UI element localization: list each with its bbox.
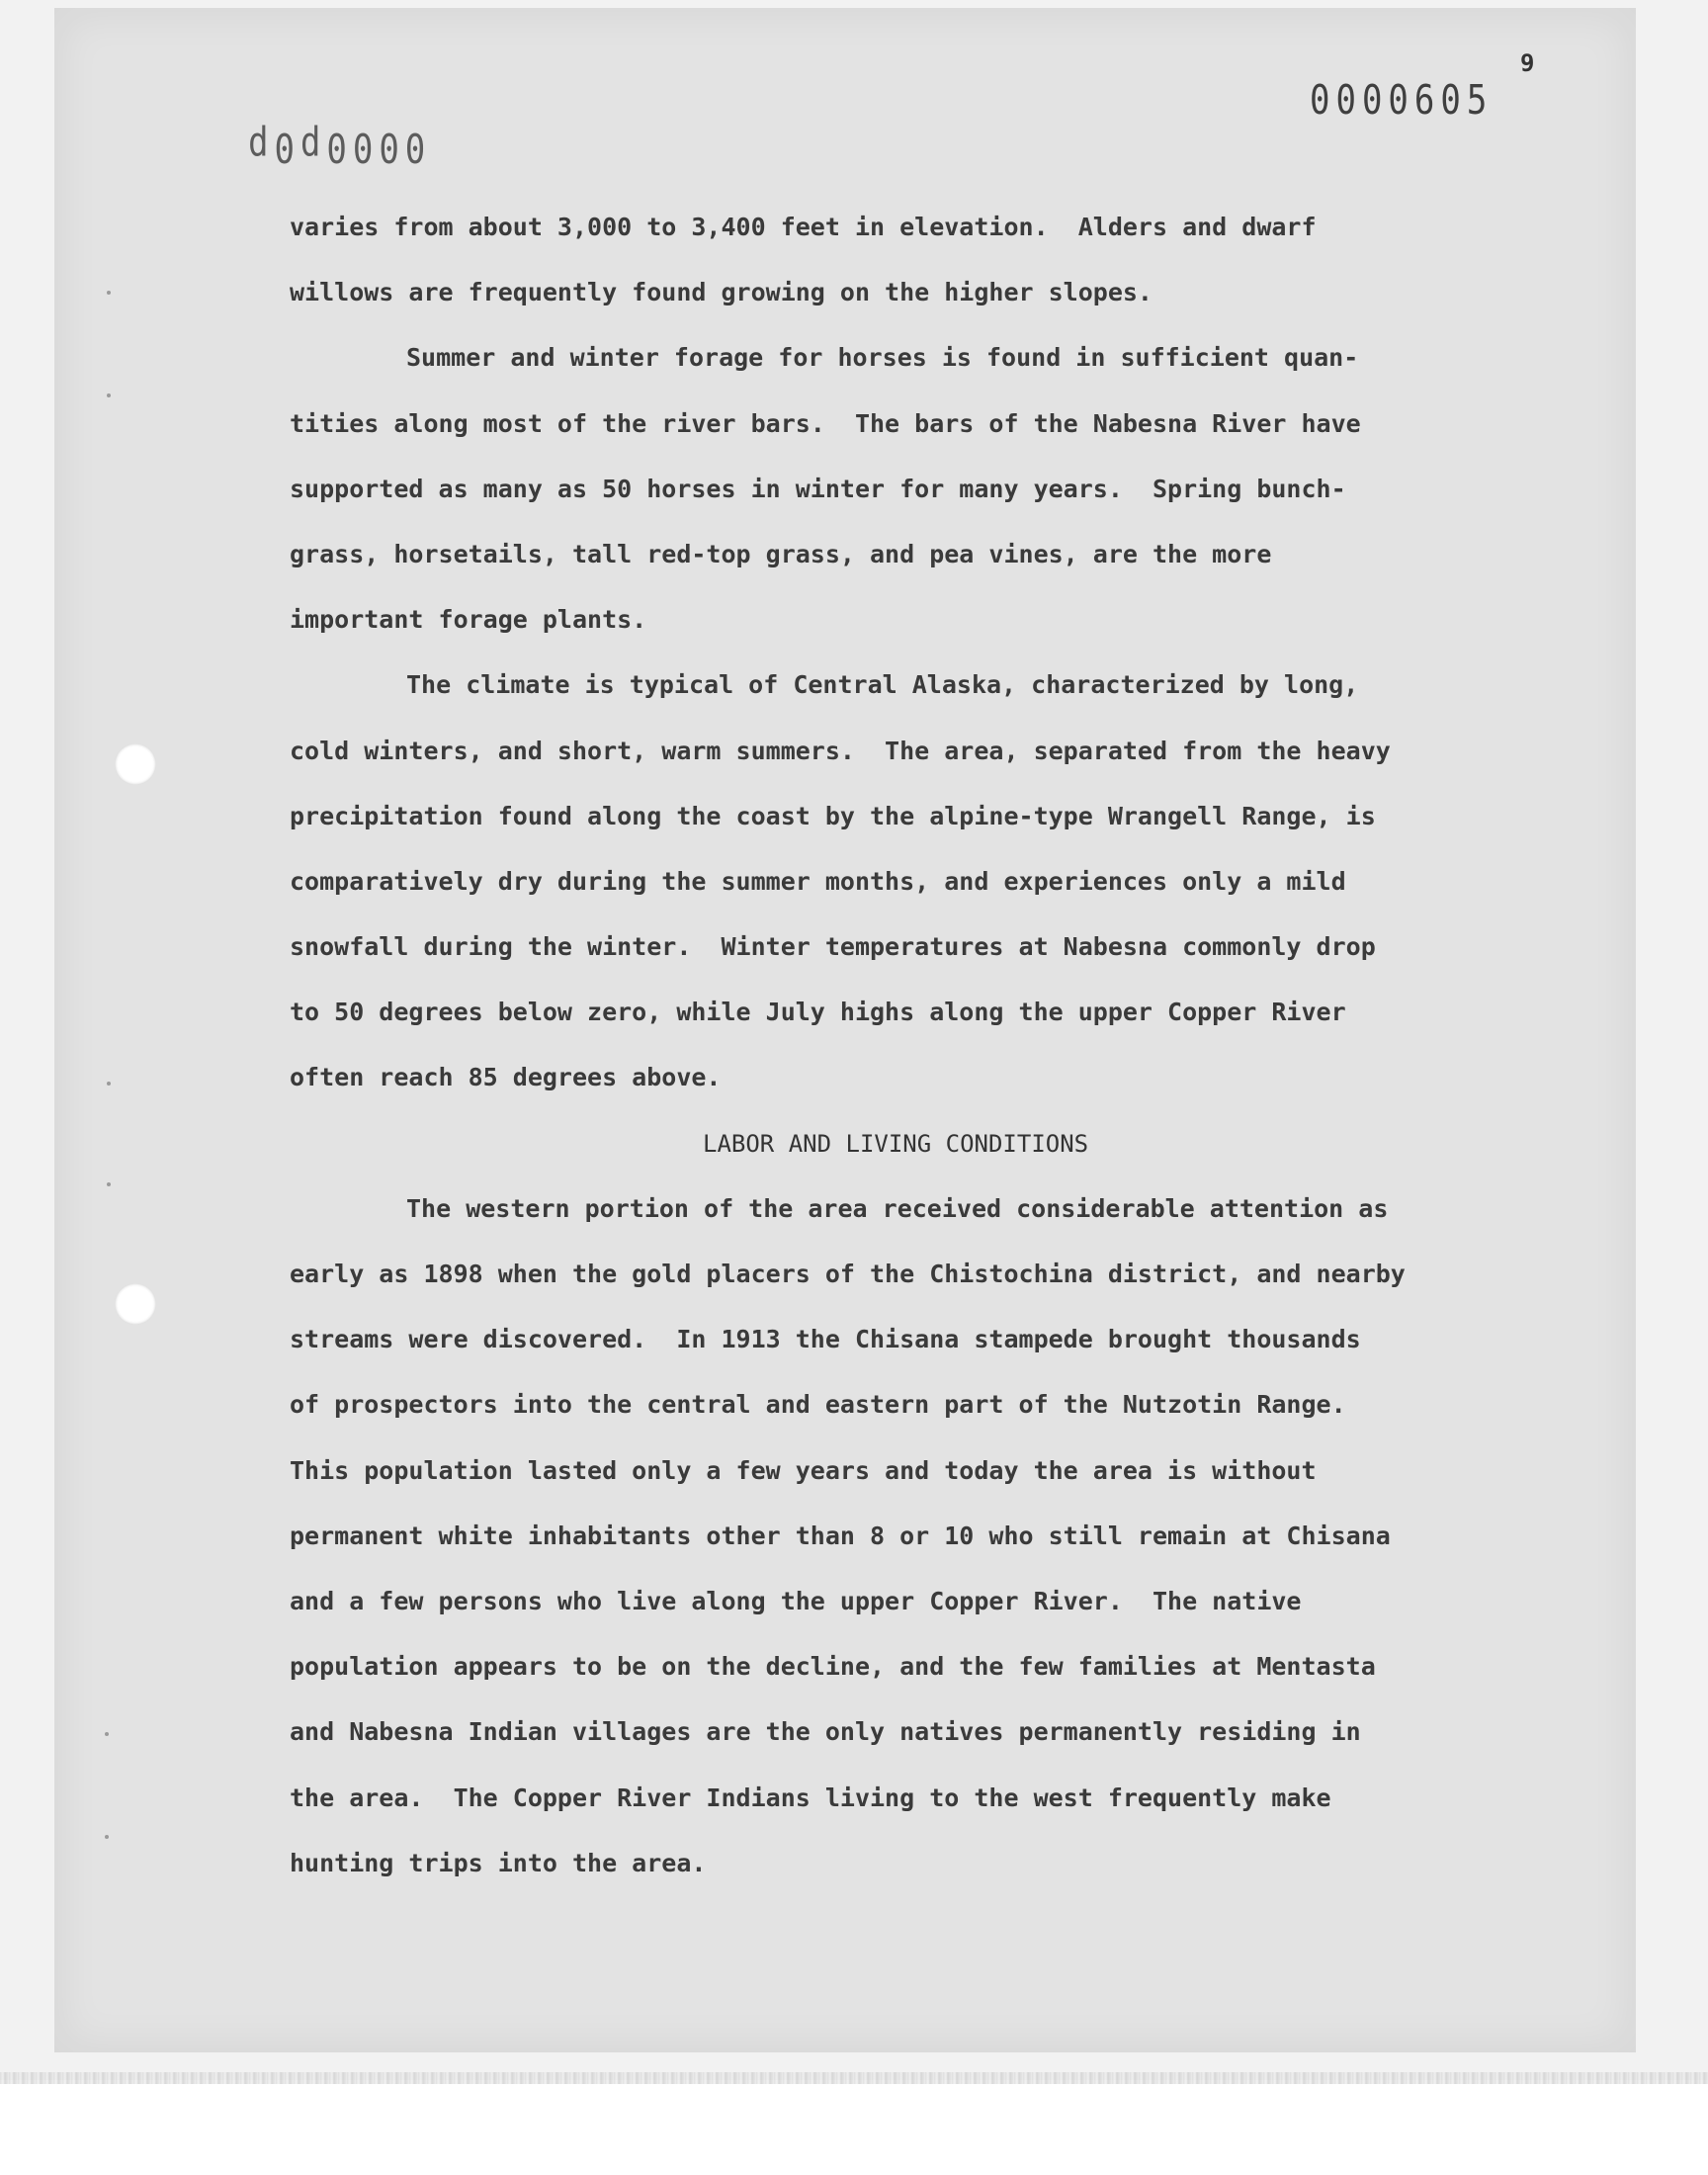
inverted-number-stamp: 0000p0p — [242, 123, 426, 170]
margin-mark — [107, 1182, 111, 1186]
typewritten-body — [290, 206, 1540, 1907]
text-line: often reach 85 degrees above. — [290, 1063, 722, 1092]
text-line: and a few persons who live along the upper Copper River. The native — [290, 1586, 1302, 1615]
text-line: The western portion of the area received considerable attention as — [406, 1193, 1389, 1223]
text-line: grass, horsetails, tall red-top grass, and pea vines, are the more — [290, 539, 1272, 568]
text-line: streams were discovered. In 1913 the Chisana stampede brought thousands — [290, 1325, 1361, 1354]
margin-mark — [105, 1732, 109, 1736]
text-line: willows are frequently found growing on the higher slopes. — [290, 278, 1153, 307]
text-line: hunting trips into the area. — [290, 1848, 707, 1877]
text-line: early as 1898 when the gold placers of the Chistochina district, and nearby — [290, 1260, 1406, 1288]
text-line: and Nabesna Indian villages are the only natives permanently residing in — [290, 1717, 1361, 1747]
text-line: cold winters, and short, warm summers. The area, separated from the heavy — [290, 736, 1391, 765]
document-number-stamp: 0000605 — [1310, 77, 1494, 125]
margin-mark — [107, 1082, 111, 1086]
text-line: snowfall during the winter. Winter temperatures at Nabesna commonly drop — [290, 932, 1376, 962]
text-line: tities along most of the river bars. The bars of the Nabesna River have — [290, 408, 1361, 438]
text-line: supported as many as 50 horses in winter for many years. Spring bunch- — [290, 474, 1346, 503]
scan-edge-strip — [0, 2072, 1708, 2084]
page-number: 9 — [1520, 49, 1535, 77]
text-line: permanent white inhabitants other than 8 or 10 who still remain at Chisana — [290, 1521, 1391, 1550]
punch-hole-lower — [115, 1283, 156, 1325]
text-line: varies from about 3,000 to 3,400 feet in elevation. Alders and dwarf — [290, 213, 1317, 241]
text-line: to 50 degrees below zero, while July highs along the upper Copper River — [290, 998, 1346, 1027]
margin-mark — [107, 291, 111, 295]
text-line: precipitation found along the coast by the alpine-type Wrangell Range, is — [290, 801, 1376, 830]
text-line: population appears to be on the decline, and the few families at Mentasta — [290, 1652, 1376, 1682]
text-line: comparatively dry during the summer months, and experiences only a mild — [290, 866, 1346, 896]
section-heading: LABOR AND LIVING CONDITIONS — [703, 1129, 1089, 1158]
text-line: The climate is typical of Central Alaska, characterized by long, — [406, 670, 1359, 700]
punch-hole-upper — [115, 743, 156, 785]
margin-mark — [105, 1835, 109, 1839]
text-line: This population lasted only a few years and today the area is without — [290, 1455, 1317, 1485]
text-line: Summer and winter forage for horses is found in sufficient quan- — [406, 343, 1359, 373]
text-line: important forage plants. — [290, 605, 647, 635]
text-line: of prospectors into the central and eastern part of the Nutzotin Range. — [290, 1390, 1346, 1420]
text-line: the area. The Copper River Indians living to the west frequently make — [290, 1783, 1331, 1812]
margin-mark — [107, 393, 111, 397]
